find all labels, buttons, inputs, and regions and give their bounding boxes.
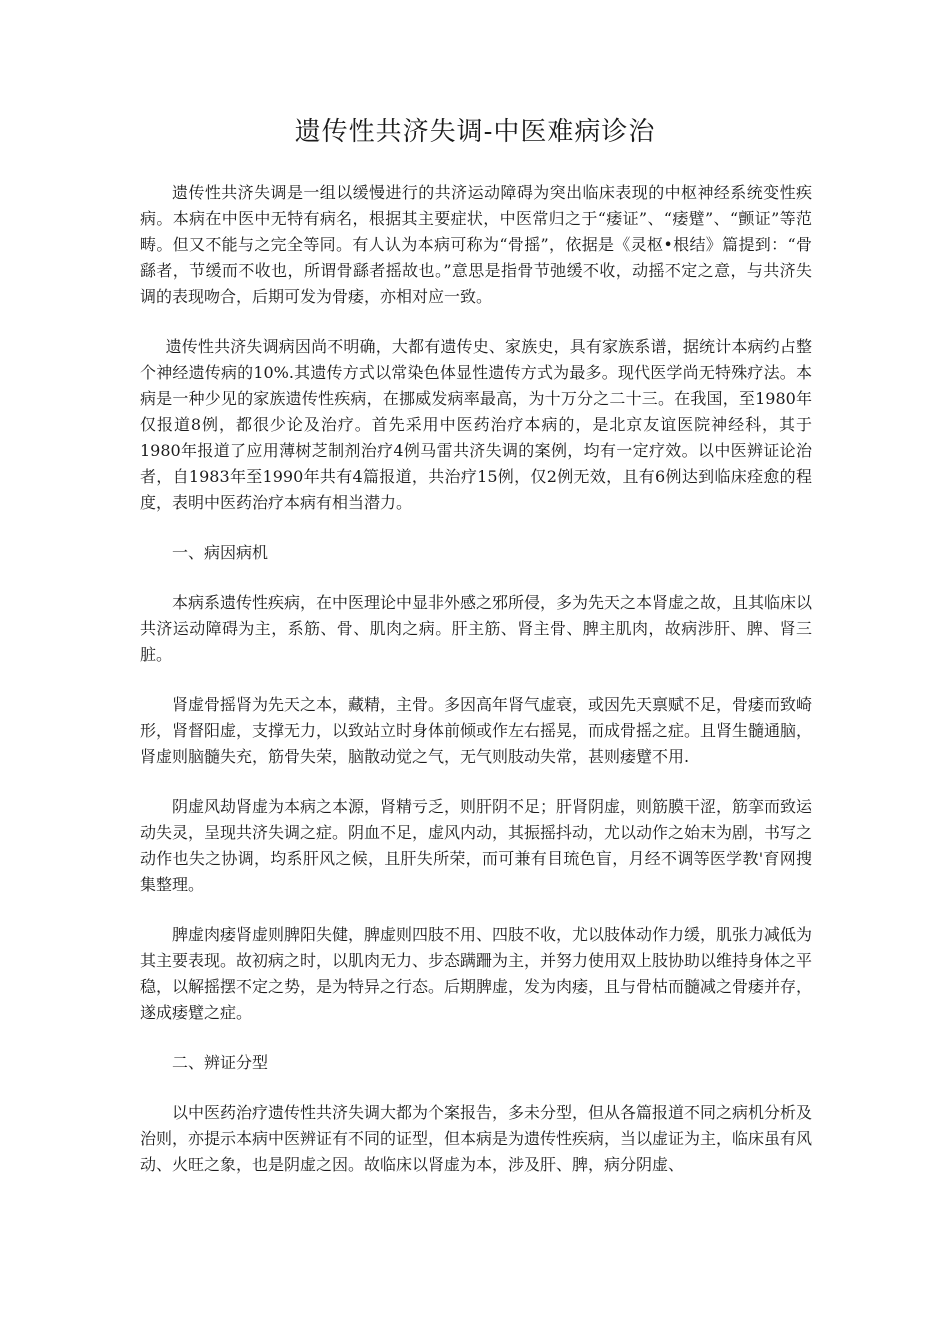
paragraph-differentiation: 以中医药治疗遗传性共济失调大都为个案报告，多未分型，但从各篇报道不同之病机分析及治则，亦提示本病中医辨证有不同的证型，但本病是为遗传性疾病，当以虚证为主，临床虽有风动、火旺之象，也是阴虚之因。故临床以肾虚为本，涉及肝、脾，病分阴虚、 [140, 1103, 813, 1174]
paragraph-intro: 遗传性共济失调是一组以缓慢进行的共济运动障碍为突出临床表现的中枢神经系统变性疾病。本病在中医中无特有病名，根据其主要症状，中医常归之于“痿证”、“痿躄”、“颤证”等范畴。但又不能与之完全等同。有人认为本病可称为“骨摇”，依据是《灵枢•根结》篇提到：“骨繇者，节缓而不收也，所谓骨繇者摇故也。”意思是指骨节弛缓不收，动摇不定之意，与共济失调的表现吻合，后期可发为骨痿，亦相对应一致。 [140, 183, 812, 306]
paragraph-kidney-deficiency: 肾虚骨摇肾为先天之本，藏精，主骨。多因高年肾气虚衰，或因先天禀赋不足，骨痿而致崎形，肾督阳虚，支撑无力，以致站立时身体前倾或作左右摇晃，而成骨摇之症。且肾生髓通脑，肾虚则脑髓失充，筋骨失荣，脑散动觉之气，无气则肢动失常，甚则痿躄不用. [140, 695, 813, 766]
section-heading-differentiation: 二、辨证分型 [172, 1053, 269, 1072]
paragraph-spleen-deficiency: 脾虚肉痿肾虚则脾阳失健，脾虚则四肢不用、四肢不收，尤以肢体动作力缓，肌张力减低为其主要表现。故初病之时，以肌肉无力、步态蹒跚为主，并努力使用双上肢协助以维持身体之平稳，以解摇摆不定之势，是为特异之行态。后期脾虚，发为肉痿，且与骨枯而髓减之骨痿并存，遂成痿躄之症。 [140, 925, 813, 1022]
paragraph-yin-deficiency: 阴虚风劫肾虚为本病之本源，肾精亏乏，则肝阴不足；肝肾阴虚，则筋膜干涩，筋挛而致运动失灵，呈现共济失调之症。阴血不足，虚风内动，其振摇抖动，尤以动作之始末为剧，书写之动作也失之协调，均系肝风之候，且肝失所荣，而可兼有目琉色盲，月经不调等医学教'育网搜集整理。 [140, 797, 813, 894]
paragraph-background: 遗传性共济失调病因尚不明确，大都有遗传史、家族史，具有家族系谱，据统计本病约占整个神经遗传病的10%.其遗传方式以常染色体显性遗传方式为最多。现代医学尚无特殊疗法。本病是一种少见的家族遗传性疾病，在挪威发病率最高，为十万分之二十三。在我国，至1980年仅报道8例，都很少论及治疗。首先采用中医药治疗本病的，是北京友谊医院神经科，其于1980年报道了应用薄树芝制剂治疗4例马雷共济失调的案例，均有一定疗效。以中医辨证论治者，自1983年至1990年共有4篇报道，共治疗15例，仅2例无效，且有6例达到临床痊愈的程度，表明中医药治疗本病有相当潜力。 [140, 337, 812, 512]
paragraph-etiology: 本病系遗传性疾病，在中医理论中显非外感之邪所侵，多为先天之本肾虚之故，且其临床以共济运动障碍为主，系筋、骨、肌肉之病。肝主筋、肾主骨、脾主肌肉，故病涉肝、脾、肾三脏。 [140, 593, 813, 664]
document-body [140, 180, 812, 1202]
section-heading-etiology: 一、病因病机 [172, 543, 269, 562]
document-title: 遗传性共济失调-中医难病诊治 [294, 117, 656, 147]
